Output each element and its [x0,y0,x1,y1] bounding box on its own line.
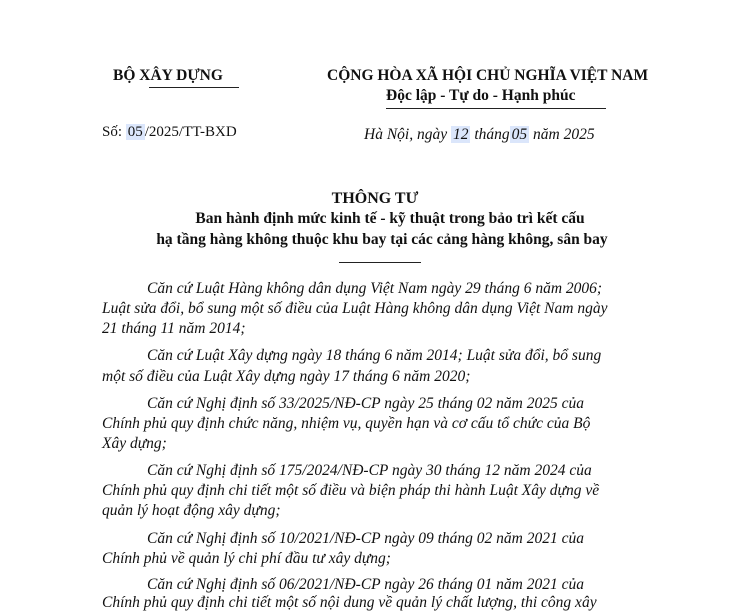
issue-date [364,126,595,144]
motto-underline [386,108,606,109]
date-month-label: tháng [474,126,510,143]
document-number [102,124,237,141]
body-line: Căn cứ Nghị định số 10/2021/NĐ-CP ngày 09 tháng 02 năm 2021 của [147,530,584,547]
doc-number-prefix: Số: [102,124,123,140]
ministry-name: BỘ XÂY DỰNG [113,67,223,84]
body-line: Chính phủ về quản lý chi phí đầu tư xây dựng; [102,550,391,567]
body-line: 21 tháng 11 năm 2014; [102,320,246,337]
date-day: 12 [452,126,469,143]
date-year: năm 2025 [533,126,595,143]
body-line: Chính phủ quy định chi tiết một số nội dung về quản lý chất lượng, thi công xây [102,594,597,611]
body-line: Căn cứ Nghị định số 175/2024/NĐ-CP ngày 30 tháng 12 năm 2024 của [147,462,592,479]
body-line: quản lý hoạt động xây dựng; [102,502,281,519]
body-line: Căn cứ Nghị định số 06/2021/NĐ-CP ngày 26 tháng 01 năm 2021 của [147,576,584,593]
body-line: một số điều của Luật Xây dựng ngày 17 tháng 6 năm 2020; [102,368,471,385]
national-motto: Độc lập - Tự do - Hạnh phúc [386,87,576,104]
date-prefix: Hà Nội, ngày [364,126,448,143]
body-line: Căn cứ Nghị định số 33/2025/NĐ-CP ngày 25 tháng 02 năm 2025 của [147,395,584,412]
subtitle-line-1: Ban hành định mức kinh tế - kỹ thuật trong bảo trì kết cấu [195,210,585,227]
date-month: 05 [511,126,528,143]
subtitle-line-2: hạ tầng hàng không thuộc khu bay tại các cảng hàng không, sân bay [156,231,608,248]
title-underline [339,262,421,263]
doc-number-value: 05 [127,124,143,140]
body-line: Luật sửa đổi, bổ sung một số điều của Luật Hàng không dân dụng Việt Nam ngày [102,300,608,317]
body-line: Xây dựng; [102,435,167,452]
body-line: Chính phủ quy định chức năng, nhiệm vụ, quyền hạn và cơ cấu tổ chức của Bộ [102,415,591,432]
body-line: Căn cứ Luật Xây dựng ngày 18 tháng 6 năm 2014; Luật sửa đổi, bổ sung [147,347,602,364]
doc-number-suffix: /2025/TT-BXD [144,124,237,140]
body-line: Căn cứ Luật Hàng không dân dụng Việt Nam ngày 29 tháng 6 năm 2006; [147,280,603,297]
ministry-underline [149,87,239,88]
republic-title: CỘNG HÒA XÃ HỘI CHỦ NGHĨA VIỆT NAM [327,67,649,84]
document-type-title: THÔNG TƯ [331,190,419,207]
body-line: Chính phủ quy định chi tiết một số điều và biện pháp thi hành Luật Xây dựng về [102,482,600,499]
